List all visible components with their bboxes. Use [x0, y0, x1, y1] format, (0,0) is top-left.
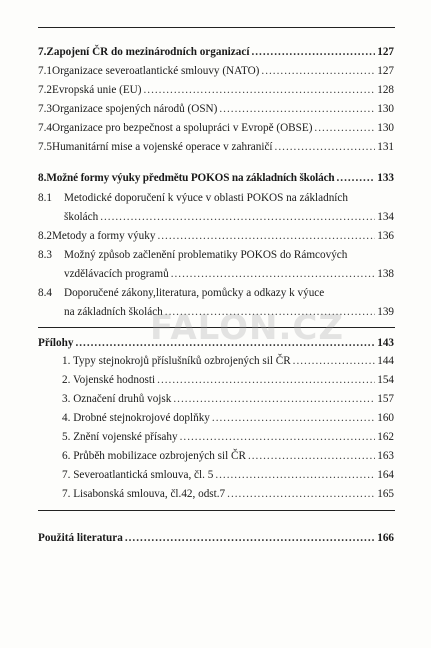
item-number: 7.3: [38, 103, 52, 115]
item-number: 8.2: [38, 230, 52, 242]
page-number: 144: [377, 355, 394, 367]
page-number: 130: [377, 122, 394, 134]
dot-leader: [251, 45, 375, 59]
item-label: Organizace severoatlantické smlouvy (NATO): [51, 65, 260, 77]
toc-item-8-3-number: 8.3: [38, 249, 52, 261]
toc-item-8-4[interactable]: [64, 305, 394, 319]
toc-item-7-4[interactable]: [38, 121, 394, 135]
toc-appendix-5[interactable]: [62, 430, 394, 444]
page-number: 127: [377, 46, 394, 58]
section-title: Možné formy výuky předmětu POKOS na základních školách: [46, 172, 335, 184]
toc-appendix-4[interactable]: [62, 411, 394, 425]
toc-item-7-2[interactable]: [38, 83, 394, 97]
page-number: 127: [377, 65, 394, 77]
item-number: 7.5: [38, 141, 52, 153]
item-label: Evropská unie (EU): [51, 84, 142, 96]
page-number: 134: [377, 211, 394, 223]
toc-item-8-1[interactable]: [64, 210, 394, 224]
dot-leader: [143, 83, 375, 97]
toc-item-8-4-line1[interactable]: Doporučené zákony,literatura, pomůcky a odkazy k výuce: [64, 287, 325, 299]
toc-item-8-1-number: 8.1: [38, 192, 52, 204]
dot-leader: [227, 487, 375, 501]
page-number: 165: [377, 488, 394, 500]
appendix-label: 1. Typy stejnokrojů příslušníků ozbrojených sil ČR: [62, 355, 291, 367]
dot-leader: [157, 229, 375, 243]
toc-item-8-4-number: 8.4: [38, 287, 52, 299]
middle-divider: [38, 327, 395, 328]
page-number: 138: [377, 268, 394, 280]
toc-literatura[interactable]: [38, 531, 394, 545]
dot-leader: [165, 305, 375, 319]
dot-leader: [125, 531, 375, 545]
item-label: Metody a formy výuky: [51, 230, 156, 242]
toc-appendix-2[interactable]: [62, 373, 394, 387]
page-number: 133: [377, 172, 394, 184]
watermark: FALON.CZ: [150, 308, 344, 348]
dot-leader: [261, 64, 375, 78]
item-label-cont: na základních školách: [64, 306, 163, 318]
item-number: 7.4: [38, 122, 52, 134]
toc-item-8-2[interactable]: [38, 229, 394, 243]
page-number: 128: [377, 84, 394, 96]
appendix-label: 2. Vojenské hodnosti: [62, 374, 156, 386]
appendix-label: 7. Lisabonská smlouva, čl.42, odst.7: [62, 488, 226, 500]
item-number: 7.2: [38, 84, 52, 96]
dot-leader: [212, 411, 375, 425]
toc-prilohy[interactable]: [38, 336, 394, 350]
lower-divider: [38, 510, 395, 511]
item-label-cont: školách: [64, 211, 99, 223]
toc-section-7[interactable]: [38, 45, 394, 59]
section-number: 8.: [38, 172, 47, 184]
toc-appendix-6[interactable]: [62, 449, 394, 463]
toc-appendix-7a[interactable]: [62, 468, 394, 482]
section-number: 7.: [38, 46, 47, 58]
page-number: 139: [377, 306, 394, 318]
item-label: Organizace pro bezpečnost a spolupráci v Evropě (OBSE): [51, 122, 313, 134]
item-label-cont: vzdělávacích programů: [64, 268, 169, 280]
page-number: 166: [377, 532, 394, 544]
appendix-label: 7. Severoatlantická smlouva, čl. 5: [62, 469, 214, 481]
page-number: 157: [377, 393, 394, 405]
page-number: 163: [377, 450, 394, 462]
appendix-label: 3. Označení druhů vojsk: [62, 393, 172, 405]
page-number: 154: [377, 374, 394, 386]
appendix-label: 6. Průběh mobilizace ozbrojených sil ČR: [62, 450, 246, 462]
section-title: Přílohy: [38, 337, 74, 349]
toc-item-7-3[interactable]: [38, 102, 394, 116]
page-number: 164: [377, 469, 394, 481]
page-number: 130: [377, 103, 394, 115]
page-number: 160: [377, 412, 394, 424]
dot-leader: [314, 121, 375, 135]
dot-leader: [75, 336, 375, 350]
item-label: Organizace spojených národů (OSN): [51, 103, 218, 115]
toc-appendix-7b[interactable]: [62, 487, 394, 501]
toc-section-8[interactable]: [38, 171, 394, 185]
dot-leader: [248, 449, 375, 463]
toc-appendix-3[interactable]: [62, 392, 394, 406]
item-label: Humanitární mise a vojenské operace v zahraničí: [51, 141, 273, 153]
dot-leader: [275, 140, 376, 154]
dot-leader: [336, 171, 375, 185]
page-number: 131: [377, 141, 394, 153]
page-number: 162: [377, 431, 394, 443]
section-title: Zapojení ČR do mezinárodních organizací: [46, 46, 250, 58]
appendix-label: 4. Drobné stejnokrojové doplňky: [62, 412, 210, 424]
dot-leader: [180, 430, 376, 444]
toc-item-8-3[interactable]: [64, 267, 394, 281]
section-title: Použitá literatura: [38, 532, 123, 544]
dot-leader: [293, 354, 376, 368]
appendix-label: 5. Znění vojenské přísahy: [62, 431, 178, 443]
toc-item-7-5[interactable]: [38, 140, 394, 154]
page-number: 136: [377, 230, 394, 242]
dot-leader: [100, 210, 375, 224]
top-divider: [38, 27, 395, 28]
page-number: 143: [377, 337, 394, 349]
toc-item-8-3-line1[interactable]: Možný způsob začlenění problematiky POKOS do Rámcových: [64, 249, 348, 261]
dot-leader: [219, 102, 375, 116]
dot-leader: [173, 392, 375, 406]
item-number: 7.1: [38, 65, 52, 77]
dot-leader: [215, 468, 375, 482]
toc-item-8-1-line1[interactable]: Metodické doporučení k výuce v oblasti POKOS na základních: [64, 192, 348, 204]
toc-appendix-1[interactable]: [62, 354, 394, 368]
toc-item-7-1[interactable]: [38, 64, 394, 78]
dot-leader: [171, 267, 376, 281]
dot-leader: [157, 373, 375, 387]
